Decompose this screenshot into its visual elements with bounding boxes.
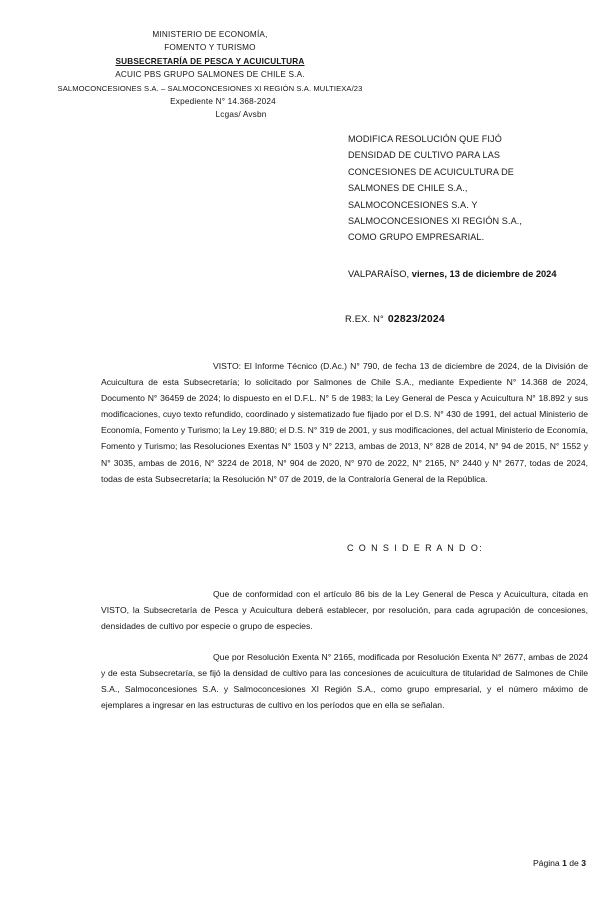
page-footer (0, 858, 586, 868)
resolution-subject-block (348, 131, 588, 246)
subject-line-5: SALMOCONCESIONES S.A. Y (348, 199, 478, 210)
considerando-paragraph-1: Que de conformidad con el artículo 86 bis de la Ley General de Pesca y Acuicultura, citada en VISTO, la Subsecretaría de Pesca y Acuicultura deberá establecer, por resolución, para cada agrupación de concesiones, densidades de cultivo por especie o grupo de especies. (101, 589, 588, 632)
subject-line-4: SALMONES DE CHILE S.A., (348, 183, 468, 194)
place-and-date (348, 267, 592, 281)
visto-section (101, 358, 588, 487)
visto-paragraph: VISTO: El Informe Técnico (D.Ac.) N° 790, de fecha 13 de diciembre de 2024, de la División de Acuicultura de esta Subsecretaría; lo solicitado por Salmones de Chile S.A., mediante Expediente N° 14.368 de 2024, Documento N° 36459 de 2024; lo dispuesto en el D.F.L. N° 5 de 1983; la Ley General de Pesca y Acuicultura N° 18.892 y sus modificaciones, cuyo texto refundido, coordinado y sistematizado fue fijado por el D.S. N° 430 de 1991, del actual Ministerio de Economía, Fomento y Turismo; la Ley 19.880; el D.S. N° 319 de 2001, y sus modificaciones, del actual Ministerio de Economía, Fomento y Turismo; las Resoluciones Exentas N° 1503 y N° 2213, ambas de 2013, N° 828 de 2014, N° 94 de 2015, N° 1552 y N° 3035, ambas de 2016, N° 3224 de 2018, N° 904 de 2020, N° 970 de 2022, N° 2165, N° 2440 y N° 2677, todas de 2024, todas de esta Subsecretaría; la Resolución N° 07 de 2019, de la Contraloría General de la República. (101, 361, 588, 484)
resolution-number-value: 02823/2024 (387, 314, 445, 325)
subject-line-7: COMO GRUPO EMPRESARIAL. (348, 232, 485, 243)
letterhead-line-subsecretaria: SUBSECRETARÍA DE PESCA Y ACUICULTURA (115, 56, 305, 66)
subject-line-2: DENSIDAD DE CULTIVO PARA LAS (348, 150, 501, 161)
subject-line-3: CONCESIONES DE ACUICULTURA DE (348, 166, 514, 177)
considerando-heading: C O N S I D E R A N D O: (347, 543, 484, 553)
resolution-number (345, 312, 445, 327)
letterhead-line-companies: SALMOCONCESIONES S.A. – SALMOCONCESIONES XI REGIÓN S.A. MULTIEXA/23 (57, 83, 363, 93)
letterhead-line-group: ACUIC PBS GRUPO SALMONES DE CHILE S.A. (115, 70, 305, 80)
letterhead-line-ministry: MINISTERIO DE ECONOMÍA, (152, 30, 268, 39)
resolution-number-label: R.EX. N° (345, 314, 384, 324)
subject-line-1: MODIFICA RESOLUCIÓN QUE FIJÓ (348, 134, 502, 144)
letterhead (0, 28, 420, 122)
place-date-value: viernes, 13 de diciembre de 2024 (409, 269, 557, 279)
letterhead-line-expediente: Expediente N° 14.368-2024 (170, 97, 276, 107)
considerando-section (101, 586, 588, 713)
footer-current-page: 1 (562, 858, 567, 868)
subject-line-6: SALMOCONCESIONES XI REGIÓN S.A., (348, 216, 522, 227)
place-city: VALPARAÍSO, (348, 269, 410, 279)
footer-prefix: Página (532, 858, 563, 868)
footer-middle: de (566, 858, 582, 868)
letterhead-line-division: FOMENTO Y TURISMO (164, 43, 256, 53)
footer-total-pages: 3 (581, 858, 586, 868)
letterhead-line-initials: Lcgas/ Avsbn (215, 110, 267, 120)
considerando-paragraph-2: Que por Resolución Exenta N° 2165, modificada por Resolución Exenta N° 2677, ambas de 2024 y de esta Subsecretaría, se fijó la densidad de cultivo para las concesiones de acuicultura de titularidad de Salmones de Chile S.A., Salmoconcesiones S.A. y Salmoconcesiones XI Región S.A., como grupo empresarial, y el número máximo de ejemplares a ingresar en las estructuras de cultivo en los períodos que en ella se señalan. (101, 651, 588, 711)
